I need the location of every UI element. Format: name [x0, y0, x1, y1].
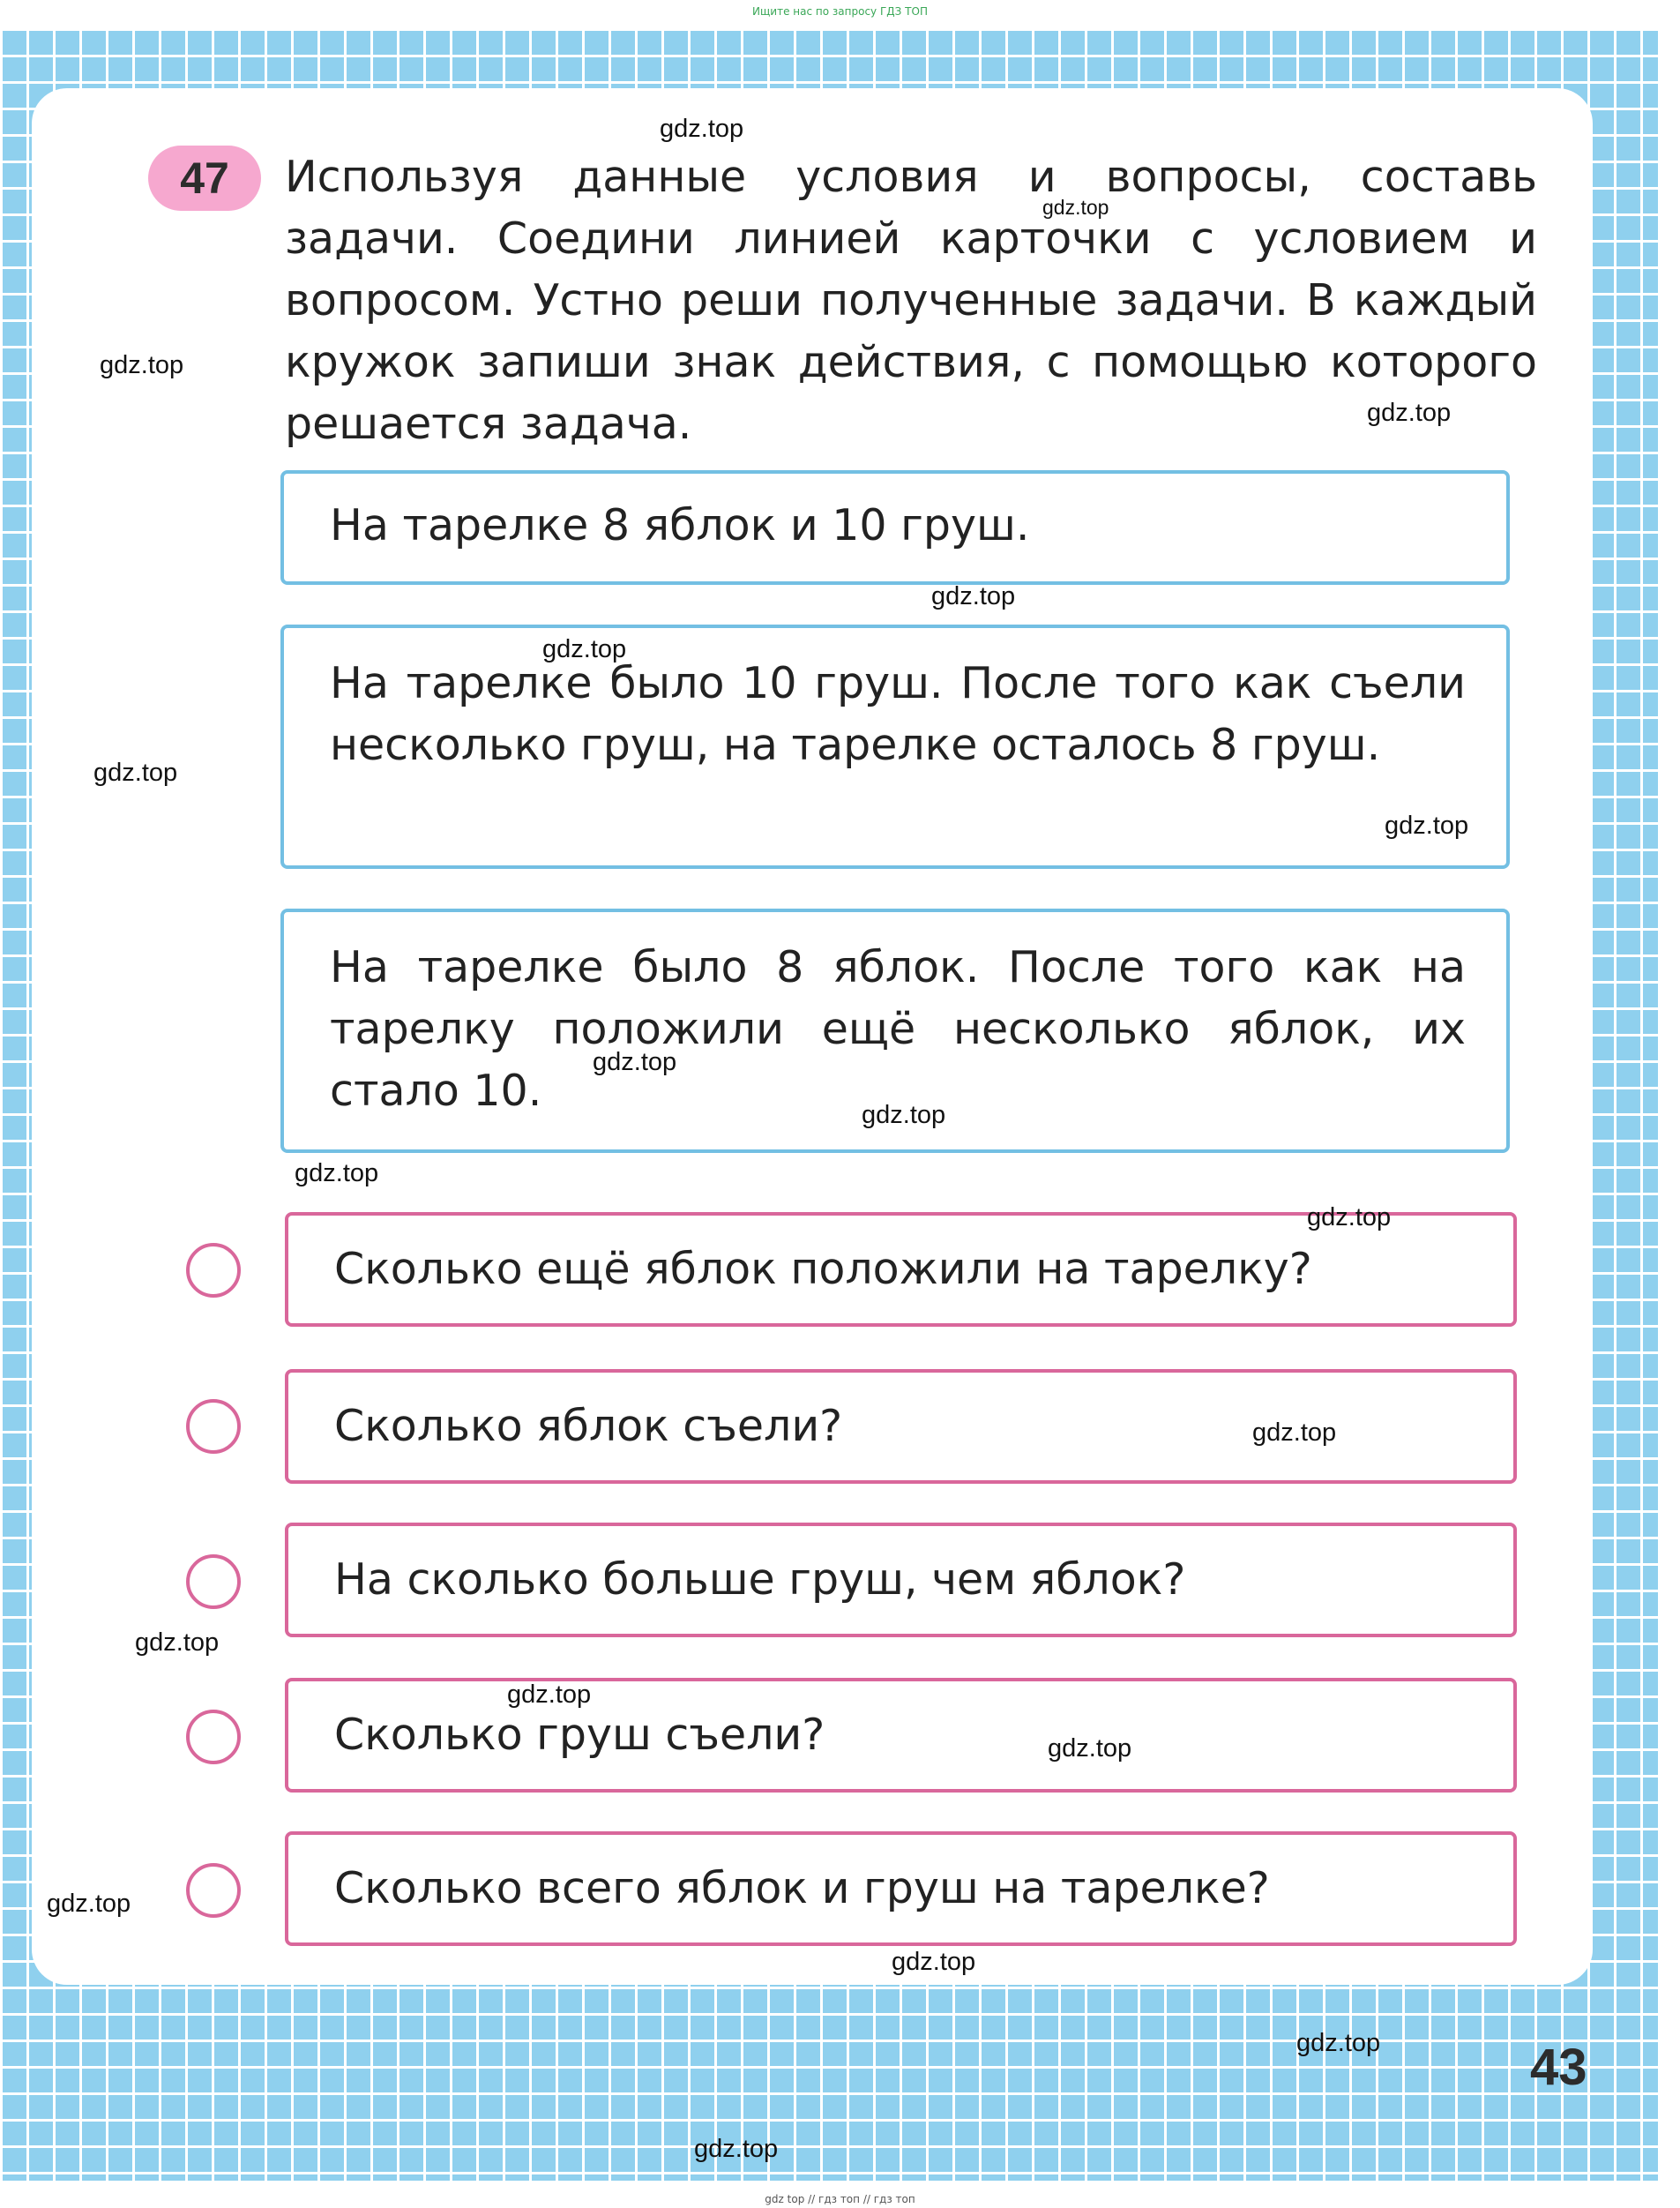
- watermark: gdz.top: [1042, 196, 1109, 219]
- page-number: 43: [1530, 2039, 1587, 2096]
- task-number-badge: 47: [148, 146, 261, 211]
- watermark: gdz.top: [593, 1048, 677, 1076]
- watermark: gdz.top: [892, 1948, 976, 1976]
- watermark: gdz.top: [1296, 2029, 1381, 2057]
- watermark: gdz.top: [135, 1628, 220, 1657]
- question-card-4[interactable]: [285, 1678, 1517, 1793]
- operation-sign-circle[interactable]: [186, 1710, 241, 1764]
- watermark: gdz.top: [1048, 1734, 1132, 1763]
- watermark: gdz.top: [694, 2135, 779, 2163]
- operation-sign-circle[interactable]: [186, 1399, 241, 1454]
- watermark: gdz.top: [660, 115, 744, 143]
- operation-sign-circle[interactable]: [186, 1863, 241, 1918]
- condition-card-1[interactable]: [280, 470, 1510, 585]
- watermark: gdz.top: [93, 759, 178, 787]
- operation-sign-circle[interactable]: [186, 1554, 241, 1609]
- question-card-5[interactable]: [285, 1831, 1517, 1946]
- question-card-3[interactable]: [285, 1523, 1517, 1637]
- watermark: gdz.top: [47, 1890, 131, 1918]
- watermark: gdz.top: [1307, 1203, 1392, 1231]
- watermark: gdz.top: [507, 1680, 592, 1709]
- question-text: Сколько яблок съели?: [334, 1401, 843, 1451]
- watermark: gdz.top: [100, 351, 184, 379]
- operation-sign-circle[interactable]: [186, 1243, 241, 1298]
- condition-card-2[interactable]: [280, 625, 1510, 869]
- watermark: gdz.top: [1367, 399, 1452, 427]
- question-text: Сколько ещё яблок положили на тарелку?: [334, 1244, 1312, 1294]
- footer-note: gdz top // гдз топ // гдз топ: [765, 2193, 915, 2205]
- watermark: gdz.top: [862, 1101, 946, 1129]
- question-text: Сколько всего яблок и груш на тарелке?: [334, 1863, 1270, 1913]
- question-text: На сколько больше груш, чем яблок?: [334, 1554, 1186, 1605]
- question-text: Сколько груш съели?: [334, 1710, 825, 1760]
- condition-text: На тарелке было 8 яблок. После того как на тарелку положили ещё несколько яблок, их стало 10.: [330, 942, 1466, 1116]
- condition-text: На тарелке было 10 груш. После того как съели несколько груш, на тарелке осталось 8 груш.: [330, 658, 1466, 770]
- watermark: gdz.top: [1385, 812, 1469, 840]
- task-instruction: Используя данные условия и вопросы, составь задачи. Соедини линией карточки с условием и вопросом. Устно реши полученные задачи. В каждый кружок запиши знак действия, с помощью которого решается задача.: [285, 152, 1537, 449]
- watermark: gdz.top: [295, 1159, 379, 1187]
- condition-text: На тарелке 8 яблок и 10 груш.: [330, 500, 1030, 550]
- watermark: gdz.top: [931, 582, 1016, 610]
- watermark: gdz.top: [1252, 1418, 1337, 1447]
- header-note: Ищите нас по запросу ГДЗ ТОП: [752, 5, 928, 18]
- watermark: gdz.top: [542, 635, 627, 663]
